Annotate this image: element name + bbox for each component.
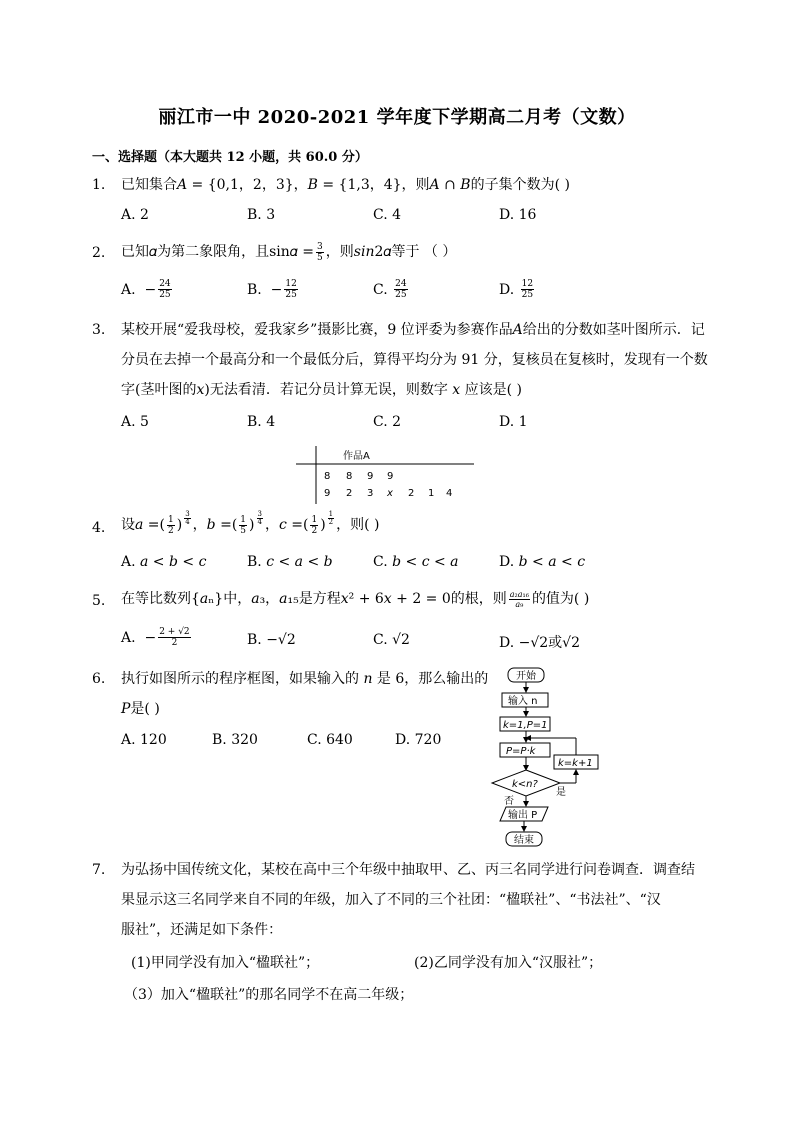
frac-num: 1 — [328, 509, 334, 518]
option-b: B. 3 — [247, 207, 276, 223]
flow-cond: k<n? — [512, 779, 538, 790]
opt-fraction — [158, 627, 190, 648]
flow-init: k=1,P=1 — [503, 720, 548, 731]
q5-fraction — [509, 590, 530, 609]
q4-text-a: 设𝑎 = — [121, 517, 160, 533]
power-b: ( $\frac{1}{5}$ ) $\frac{3}{4}$ — [231, 509, 262, 536]
frac-den: 25 — [395, 290, 407, 300]
frac-den: 4 — [185, 517, 190, 526]
option-a: A. 𝑎 < 𝑏 < 𝑐 — [121, 554, 207, 570]
option-c: C. 4 — [373, 207, 402, 223]
condition-1: (1)甲同学没有加入“楹联社”； — [131, 955, 320, 971]
question-4-text — [121, 508, 380, 542]
base-fraction — [310, 515, 318, 536]
q4-text-d: ，则( ) — [336, 517, 380, 533]
exponent-fraction — [328, 511, 334, 526]
q2-fraction — [316, 242, 324, 263]
stem: 9 — [324, 488, 331, 499]
question-3-line-2: 分员在去掉一个最高分和一个最低分后，算得平均分为 91 分，复核员在复核时，发现有一个数 — [121, 352, 708, 368]
option-b: B. −√2 — [247, 632, 296, 648]
option-d — [499, 279, 536, 300]
opt-label: A. — [121, 629, 136, 646]
q2-text-b: ，则𝑠𝑖𝑛2𝛼等于 （ ） — [325, 244, 457, 260]
opt-label: D. — [499, 281, 515, 298]
frac-num: 12 — [521, 279, 534, 289]
leaf: 9 — [387, 471, 394, 482]
q4-text-b: ，𝑏 = — [192, 517, 232, 533]
base-fraction — [239, 515, 247, 536]
leaf: 4 — [446, 488, 453, 499]
flowchart — [488, 666, 608, 856]
frac-num: 1 — [240, 514, 247, 525]
frac-num: 𝑎₂𝑎₁₆ — [509, 589, 529, 599]
question-number: 3. — [92, 322, 106, 338]
option-a: A. 2 — [121, 207, 149, 223]
option-d: D. 1 — [499, 414, 528, 430]
question-number: 6. — [92, 671, 106, 687]
question-6-line-2: 𝑃是( ) — [121, 701, 160, 717]
question-7-line-2: 果显示这三名同学来自不同的年级，加入了不同的三个社团：“楹联社”、“书法社”、“汉 — [121, 892, 661, 908]
flow-output: 输出 P — [508, 810, 538, 821]
frac-den: 2 — [328, 517, 334, 526]
opt-sign: − — [270, 281, 283, 298]
frac-den: 2 — [171, 638, 178, 648]
option-c: C. 640 — [307, 732, 353, 748]
flow-start: 开始 — [516, 671, 536, 682]
frac-num: 1 — [168, 514, 174, 525]
opt-fraction — [394, 279, 407, 300]
opt-fraction — [158, 279, 171, 300]
leaf: 3 — [367, 488, 374, 499]
option-b: B. 4 — [247, 414, 276, 430]
option-c: C. 2 — [373, 414, 402, 430]
question-2-text — [121, 237, 456, 267]
option-d: D. 16 — [499, 207, 537, 223]
frac-den: 2 — [168, 525, 174, 536]
q5-text-b: 的值为( ) — [531, 591, 590, 607]
question-5-text — [121, 583, 589, 615]
stem-leaf-plot — [296, 446, 476, 508]
flow-end: 结束 — [514, 835, 534, 846]
power-a: ( $\frac{1}{2}$ ) $\frac{3}{4}$ — [159, 509, 190, 536]
q5-text-a: 在等比数列{𝑎ₙ}中，𝑎₃，𝑎₁₅是方程𝑥² + 6𝑥 + 2 = 0的根，则 — [121, 591, 507, 607]
frac-num: 3 — [185, 509, 190, 518]
opt-label: A. — [121, 281, 136, 298]
leaf: 1 — [428, 488, 435, 499]
leaf: 8 — [346, 471, 353, 482]
option-d: D. −√2或√2 — [499, 635, 581, 651]
frac-num: 2 + √2 — [159, 627, 190, 637]
frac-den: 5 — [317, 252, 323, 263]
option-b: B. 320 — [212, 732, 258, 748]
frac-num: 12 — [285, 279, 297, 289]
power-c: ( $\frac{1}{2}$ ) $\frac{1}{2}$ — [303, 509, 334, 536]
leaf: 2 — [408, 488, 415, 499]
question-3-line-1: 某校开展“爱我母校，爱我家乡”摄影比赛，9 位评委为参赛作品𝐴给出的分数如茎叶图所示．记 — [121, 322, 705, 338]
opt-label: C. — [373, 281, 388, 298]
question-number: 1. — [92, 177, 106, 193]
base-fraction — [167, 515, 175, 536]
opt-fraction — [521, 279, 534, 300]
frac-den: 𝑎₉ — [515, 599, 524, 609]
leaf: 9 — [367, 471, 374, 482]
frac-den: 4 — [257, 517, 262, 526]
condition-3: （3）加入“楹联社”的那名同学不在高二年级； — [124, 987, 414, 1003]
option-a: A. 120 — [121, 732, 167, 748]
option-c: C. √2 — [373, 632, 410, 648]
q4-text-c: ，𝑐 = — [264, 517, 303, 533]
stem: 8 — [324, 471, 331, 482]
option-b — [247, 279, 300, 300]
option-a — [121, 279, 174, 300]
option-d: D. 720 — [395, 732, 442, 748]
flow-yes: 是 — [556, 787, 566, 798]
question-number: 5. — [92, 593, 106, 609]
flow-input: 输入 n — [508, 696, 538, 707]
leaf: x — [387, 488, 393, 499]
question-7-line-1: 为弘扬中国传统文化，某校在高中三个年级中抽取甲、乙、丙三名同学进行问卷调查．调查结 — [121, 862, 695, 878]
frac-den: 25 — [521, 290, 534, 300]
section-heading: 一、选择题（本大题共 12 小题，共 60.0 分） — [92, 150, 368, 165]
frac-num: 3 — [257, 509, 262, 518]
option-c — [373, 279, 410, 300]
frac-num: 1 — [311, 514, 318, 525]
frac-den: 5 — [240, 525, 247, 536]
frac-den: 2 — [311, 525, 318, 536]
frac-num: 24 — [395, 279, 407, 289]
flow-calc: P=P·k — [506, 746, 536, 757]
question-6-line-1: 执行如图所示的程序框图，如果输入的 𝑛 是 6，那么输出的 — [121, 671, 489, 687]
option-c: C. 𝑏 < 𝑐 < 𝑎 — [373, 554, 459, 570]
frac-num: 24 — [159, 279, 171, 289]
exponent-fraction — [184, 511, 190, 526]
leaf: 2 — [346, 488, 353, 499]
question-1-text: 已知集合𝐴 = {0,1，2，3}，𝐵 = {1,3，4}，则𝐴 ∩ 𝐵的子集个数为( ) — [121, 177, 570, 193]
question-7-line-3: 服社”，还满足如下条件： — [121, 922, 283, 938]
q2-text-a: 已知𝛼为第二象限角，且sin𝛼 = — [121, 244, 315, 260]
opt-label: B. — [247, 281, 262, 298]
frac-den: 25 — [159, 290, 171, 300]
option-a: A. 5 — [121, 414, 149, 430]
opt-sign: − — [144, 281, 157, 298]
flow-incr: k=k+1 — [558, 758, 593, 769]
question-number: 7. — [92, 862, 106, 878]
question-3-line-3: 字(茎叶图的𝑥)无法看清．若记分员计算无误，则数字 𝑥 应该是( ) — [121, 382, 522, 398]
frac-den: 25 — [285, 290, 297, 300]
option-a: A. − $\frac{2 + √2}{2}$ — [121, 627, 190, 648]
option-b: B. 𝑐 < 𝑎 < 𝑏 — [247, 554, 333, 570]
frac-num: 3 — [317, 241, 323, 252]
stem-leaf-header: 作品A — [343, 451, 370, 462]
exponent-fraction — [257, 511, 263, 526]
question-number: 4. — [92, 520, 106, 536]
page-title: 丽江市一中 2020-2021 学年度下学期高二月考（文数） — [158, 107, 636, 128]
condition-2: (2)乙同学没有加入“汉服社”； — [414, 955, 603, 971]
option-d: D. 𝑏 < 𝑎 < 𝑐 — [499, 554, 586, 570]
opt-fraction — [284, 279, 297, 300]
question-number: 2. — [92, 245, 106, 261]
flow-no: 否 — [504, 796, 514, 807]
